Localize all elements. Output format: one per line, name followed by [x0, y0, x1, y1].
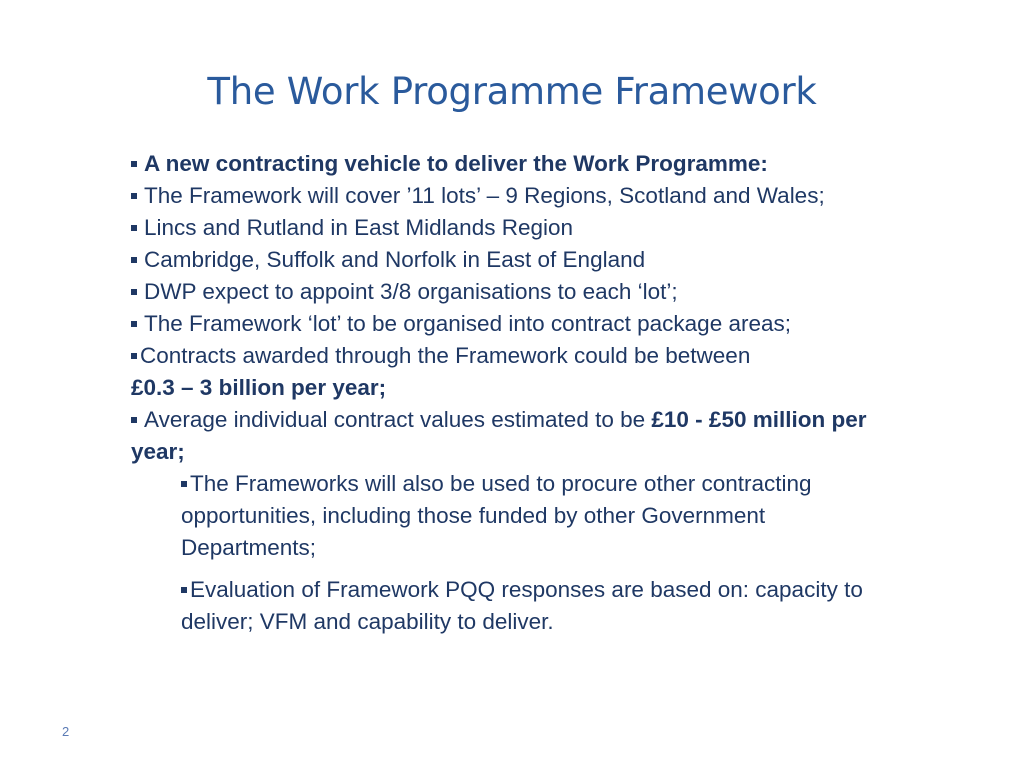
bullet-item-dwp	[131, 276, 921, 308]
square-bullet-icon	[131, 193, 137, 199]
bullet-bold-value: £0.3 – 3 billion per year;	[131, 375, 387, 400]
bullet-text: A new contracting vehicle to deliver the Work Programme:	[144, 151, 768, 176]
square-bullet-icon	[131, 353, 137, 359]
square-bullet-icon	[131, 257, 137, 263]
square-bullet-icon	[131, 225, 137, 231]
bullet-item-individual-value	[131, 404, 921, 468]
bullet-item-package-areas	[131, 308, 921, 340]
bullet-item-intro	[131, 148, 921, 180]
slide-body	[131, 148, 921, 638]
page-number: 2	[62, 724, 70, 739]
bullet-text: DWP expect to appoint 3/8 organisations to each ‘lot’;	[144, 279, 678, 304]
bullet-item-cambridge	[131, 244, 921, 276]
square-bullet-icon	[131, 417, 137, 423]
sub-bullet-text: The Frameworks will also be used to procure other contracting opportunities, including those funded by other Government Departments;	[181, 471, 812, 560]
bullet-text: Contracts awarded through the Framework could be between	[140, 343, 751, 368]
sub-bullet-other-opportunities	[181, 468, 871, 564]
bullet-text: Cambridge, Suffolk and Norfolk in East of England	[144, 247, 646, 272]
square-bullet-icon	[181, 587, 187, 593]
bullet-item-contract-value	[131, 340, 921, 404]
bullet-text: The Framework ‘lot’ to be organised into contract package areas;	[144, 311, 791, 336]
bullet-item-lincs	[131, 212, 921, 244]
square-bullet-icon	[131, 289, 137, 295]
square-bullet-icon	[181, 481, 187, 487]
bullet-text: Lincs and Rutland in East Midlands Region	[144, 215, 574, 240]
slide-title: The Work Programme Framework	[207, 70, 817, 113]
bullet-bold-value: £10 - £50 million per year;	[131, 407, 867, 464]
sub-bullet-evaluation	[181, 574, 871, 638]
bullet-text: Average individual contract values estimated to be	[144, 407, 652, 432]
square-bullet-icon	[131, 161, 137, 167]
square-bullet-icon	[131, 321, 137, 327]
bullet-text: The Framework will cover ’11 lots’ – 9 Regions, Scotland and Wales;	[144, 183, 825, 208]
sub-bullet-text: Evaluation of Framework PQQ responses are based on: capacity to deliver; VFM and capability to deliver.	[181, 577, 863, 634]
bullet-item-lots	[131, 180, 921, 212]
